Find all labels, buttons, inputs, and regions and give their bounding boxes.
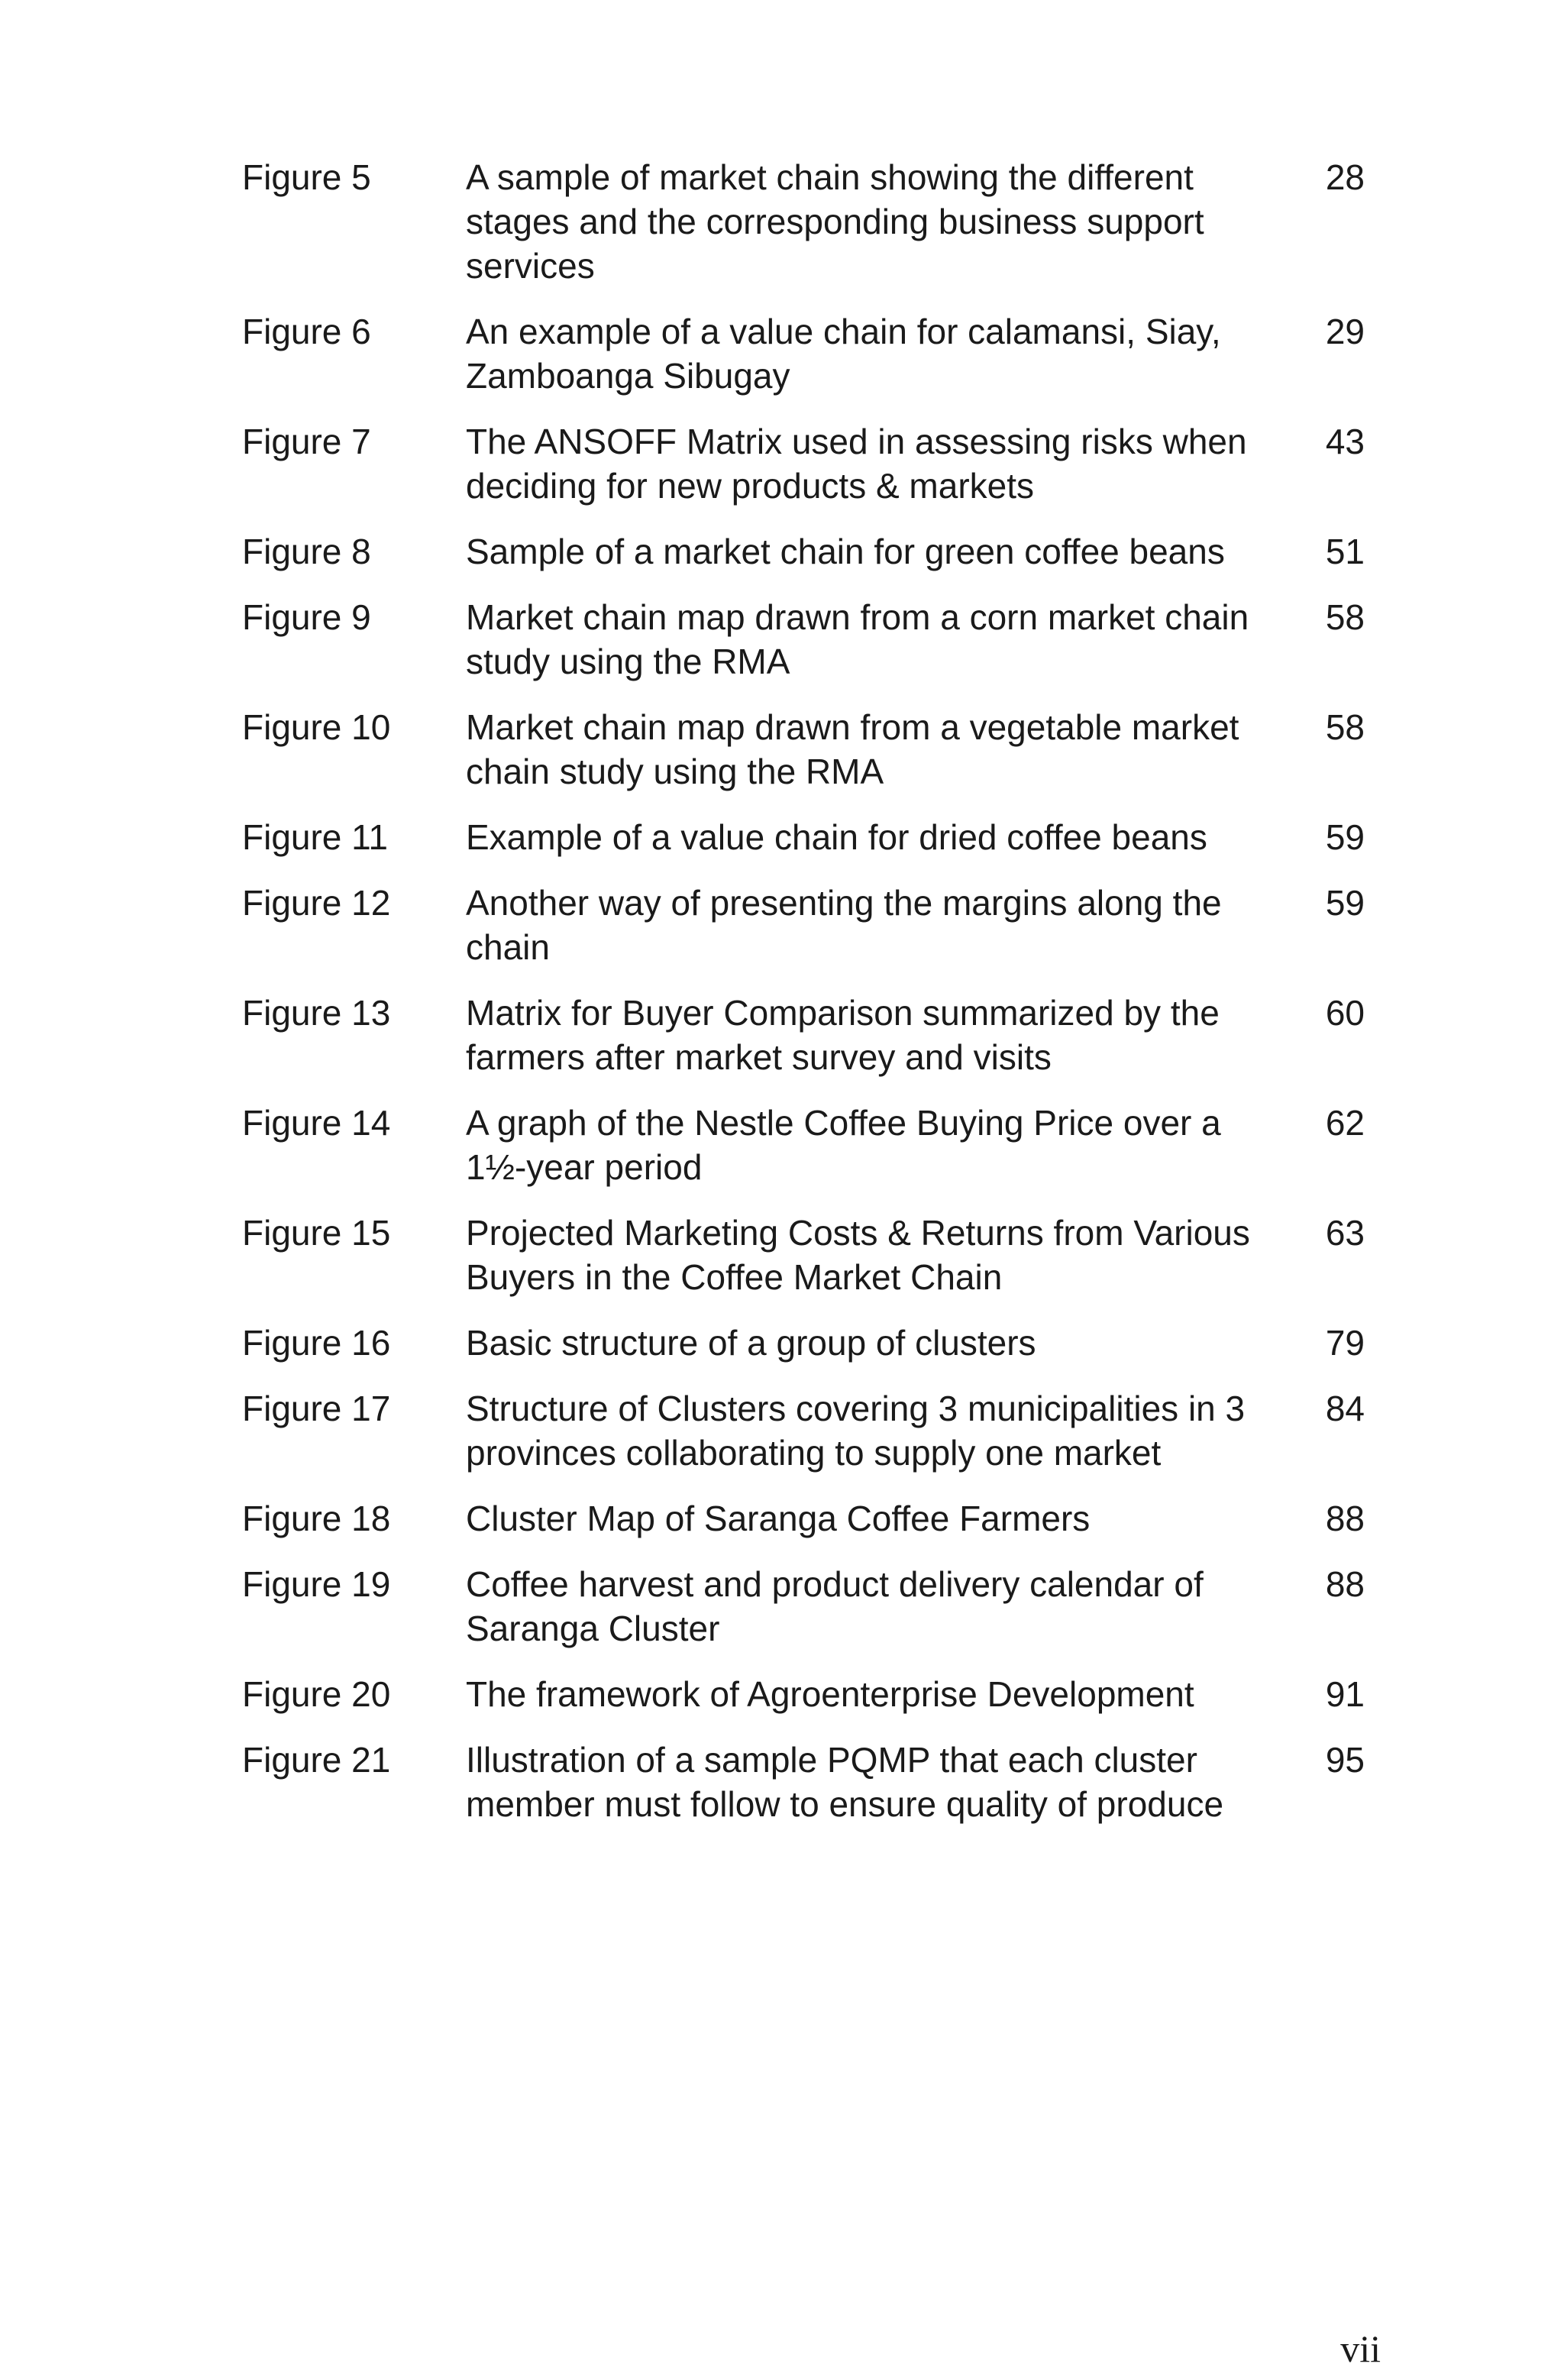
figure-entry [242, 529, 1365, 574]
figure-title: Structure of Clusters covering 3 municipalities in 3 provinces collaborating to supply one market [466, 1389, 1246, 1473]
figure-title: Basic structure of a group of clusters [466, 1323, 1036, 1363]
figure-page: 84 [1325, 1389, 1365, 1428]
figure-title: Cluster Map of Saranga Coffee Farmers [466, 1499, 1091, 1538]
figure-page: 79 [1325, 1323, 1365, 1363]
figure-entry [242, 815, 1365, 859]
figure-entry [242, 1321, 1365, 1365]
figure-title: An example of a value chain for calamansi, Siay, Zamboanga Sibugay [466, 312, 1221, 396]
figure-page: 29 [1325, 312, 1365, 351]
figure-entry [242, 1211, 1365, 1299]
figure-page: 58 [1325, 707, 1365, 747]
figure-title: Projected Marketing Costs & Returns from Various Buyers in the Coffee Market Chain [466, 1213, 1250, 1297]
figure-label: Figure 10 [242, 707, 391, 747]
list-of-figures [242, 155, 1365, 1848]
figure-page: 95 [1325, 1740, 1365, 1780]
figure-page: 63 [1325, 1213, 1365, 1253]
figure-label: Figure 21 [242, 1740, 391, 1780]
figure-title: Coffee harvest and product delivery calendar of Saranga Cluster [466, 1564, 1204, 1648]
figure-label: Figure 9 [242, 597, 371, 637]
figure-page: 91 [1325, 1674, 1365, 1714]
figure-label: Figure 12 [242, 883, 391, 923]
figure-page: 62 [1325, 1103, 1365, 1143]
figure-page: 88 [1325, 1564, 1365, 1604]
figure-label: Figure 7 [242, 422, 371, 461]
figure-label: Figure 14 [242, 1103, 391, 1143]
figure-entry [242, 991, 1365, 1079]
figure-title: Market chain map drawn from a vegetable market chain study using the RMA [466, 707, 1239, 791]
figure-entry [242, 1496, 1365, 1541]
figure-entry [242, 1672, 1365, 1716]
figure-page: 60 [1325, 993, 1365, 1033]
figure-title: Market chain map drawn from a corn market chain study using the RMA [466, 597, 1249, 681]
figure-label: Figure 11 [242, 817, 388, 857]
figure-title: Matrix for Buyer Comparison summarized by the farmers after market survey and visits [466, 993, 1220, 1077]
figure-title: A sample of market chain showing the different stages and the corresponding business support services [466, 157, 1204, 286]
figure-title: A graph of the Nestle Coffee Buying Price over a 1½-year period [466, 1103, 1221, 1187]
figure-label: Figure 15 [242, 1213, 391, 1253]
figure-label: Figure 13 [242, 993, 391, 1033]
figure-title: Sample of a market chain for green coffee beans [466, 532, 1225, 571]
page-number: vii [1340, 2327, 1381, 2370]
figure-title: Another way of presenting the margins along the chain [466, 883, 1222, 967]
figure-title: The ANSOFF Matrix used in assessing risks when deciding for new products & markets [466, 422, 1247, 506]
figure-entry [242, 881, 1365, 969]
figure-page: 58 [1325, 597, 1365, 637]
figure-entry [242, 705, 1365, 794]
figure-entry [242, 419, 1365, 508]
figure-page: 59 [1325, 817, 1365, 857]
figure-label: Figure 20 [242, 1674, 391, 1714]
figure-entry [242, 155, 1365, 288]
figure-label: Figure 19 [242, 1564, 391, 1604]
figure-entry [242, 595, 1365, 684]
figure-label: Figure 16 [242, 1323, 391, 1363]
figure-page: 51 [1325, 532, 1365, 571]
figure-page: 88 [1325, 1499, 1365, 1538]
figure-page: 28 [1325, 157, 1365, 197]
figure-entry [242, 1738, 1365, 1826]
figure-title: Illustration of a sample PQMP that each cluster member must follow to ensure quality of produce [466, 1740, 1224, 1824]
figure-label: Figure 18 [242, 1499, 391, 1538]
figure-entry [242, 1101, 1365, 1189]
figure-label: Figure 6 [242, 312, 371, 351]
figure-label: Figure 5 [242, 157, 371, 197]
figure-label: Figure 8 [242, 532, 371, 571]
figure-entry [242, 1386, 1365, 1475]
figure-page: 59 [1325, 883, 1365, 923]
figure-page: 43 [1325, 422, 1365, 461]
figure-entry [242, 309, 1365, 398]
figure-label: Figure 17 [242, 1389, 391, 1428]
figure-title: The framework of Agroenterprise Development [466, 1674, 1194, 1714]
figure-title: Example of a value chain for dried coffee beans [466, 817, 1207, 857]
figure-entry [242, 1562, 1365, 1651]
